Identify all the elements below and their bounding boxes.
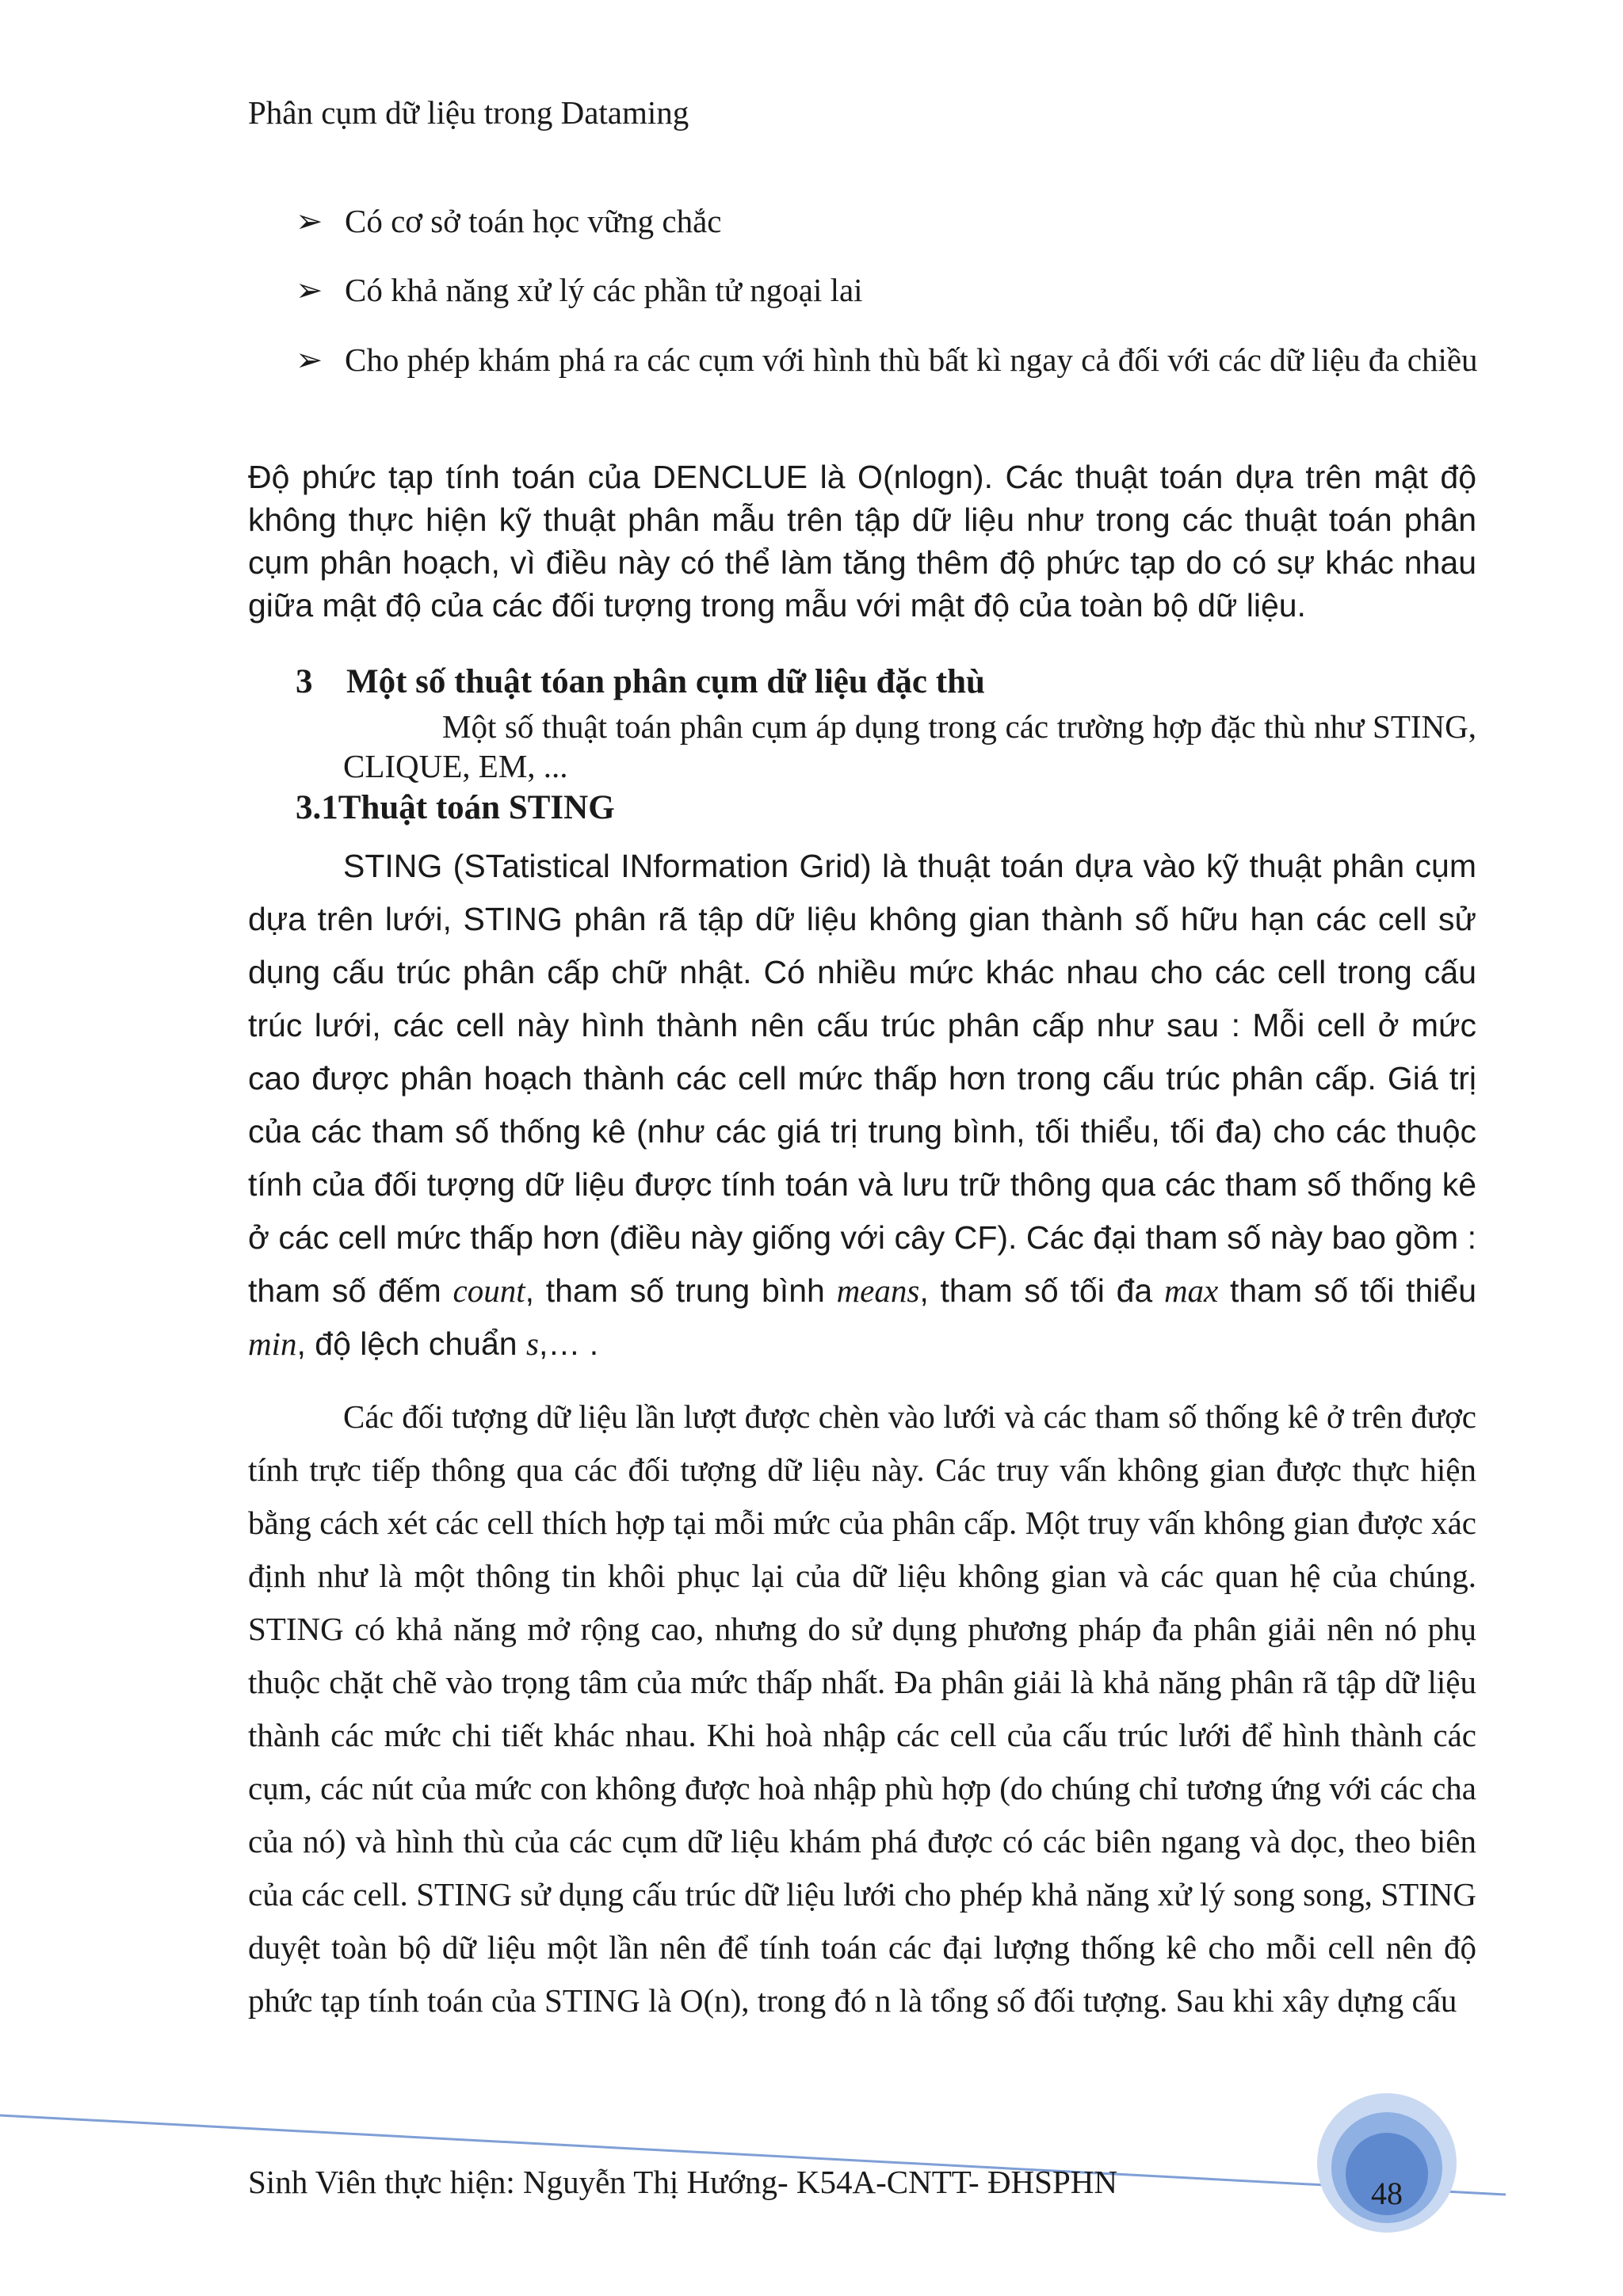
subsection-number: 3.1	[296, 789, 338, 826]
grid-paragraph: Các đối tượng dữ liệu lần lượt được chèn vào lưới và các tham số thống kê ở trên được tính trực tiếp thông qua các đối tượng dữ liệu này. Các truy vấn không gian được thực hiện bằng cách xét các cell thích hợp tại mỗi mức của phân cấp. Một truy vấn không gian được xác định như là một thông tin khôi phục lại của dữ liệu không gian và các quan hệ của chúng. STING có khả năng mở rộng cao, nhưng do sử dụng phương pháp đa phân giải nên nó phụ thuộc chặt chẽ vào trọng tâm của mức thấp nhất. Đa phân giải là khả năng phân rã tập dữ liệu thành các mức chi tiết khác nhau. Khi hoà nhập các cell của cấu trúc lưới để hình thành các cụm, các nút của mức con không được hoà nhập phù hợp (do chúng chỉ tương ứng với các cha của nó) và hình thù của các cụm dữ liệu khám phá được có các biên ngang và dọc, theo biên của các cell. STING sử dụng cấu trúc dữ liệu lưới cho phép khả năng xử lý song song, STING duyệt toàn bộ dữ liệu một lần nên để tính toán các đại lượng thống kê cho mỗi cell nên độ phức tạp tính toán của STING là O(n), trong đó n là tổng số đối tượng. Sau khi xây dựng cấu	[248, 1398, 1476, 2019]
text-run: ,… .	[538, 1325, 599, 1362]
subsection-title: Thuật toán STING	[338, 789, 615, 826]
section-number: 3	[296, 663, 313, 700]
text-run: , tham số trung bình	[525, 1272, 837, 1309]
bullet-text: Cho phép khám phá ra các cụm với hình thù bất kì ngay cả đối với các dữ liệu đa chiều	[345, 341, 1478, 378]
bullet-text: Có cơ sở toán học vững chắc	[345, 203, 722, 239]
term-s: s	[525, 1325, 539, 1362]
page-number-badge	[1316, 2092, 1458, 2234]
footer-author: Sinh Viên thực hiện: Nguyễn Thị Hướng- K54A-CNTT- ĐHSPHN	[248, 2164, 1117, 2200]
term-max: max	[1163, 1272, 1219, 1309]
subsection-heading	[296, 788, 615, 827]
text-run: , tham số tối đa	[919, 1272, 1164, 1309]
section-intro: Một số thuật toán phân cụm áp dụng trong các trường hợp đặc thù như STING, CLIQUE, EM, ...	[343, 708, 1476, 784]
complexity-paragraph: Độ phức tạp tính toán của DENCLUE là O(nlogn). Các thuật toán dựa trên mật độ không thực hiện kỹ thuật phân mẫu trên tập dữ liệu như trong các thuật toán phân cụm phân hoạch, vì điều này có thể làm tăng thêm độ phức tạp do có sự khác nhau giữa mật độ của các đối tượng trong mẫu với mật độ của toàn bộ dữ liệu.	[248, 459, 1476, 624]
text-run: STING (STatistical INformation Grid) là thuật toán dựa vào kỹ thuật phân cụm dựa trên lưới, STING phân rã tập dữ liệu không gian thành số hữu hạn các cell sử dụng cấu trúc phân cấp chữ nhật. Có nhiều mức khác nhau cho các cell trong cấu trúc lưới, các cell này hình thành nên cấu trúc phân cấp như sau : Mỗi cell ở mức cao được phân hoạch thành các cell mức thấp hơn trong cấu trúc phân cấp. Giá trị của các tham số thống kê (như các giá trị trung bình, tối thiểu, tối đa) cho các thuộc tính của đối tượng dữ liệu được tính toán và lưu trữ thông qua các tham số thống kê ở các cell mức thấp hơn (điều này giống với cây CF). Các đại tham số này bao gồm : tham số đếm	[248, 848, 1476, 1309]
page-number: 48	[1371, 2176, 1403, 2211]
arrow-bullet-icon: ➢	[296, 272, 323, 308]
term-min: min	[248, 1325, 297, 1362]
text-run: tham số tối thiểu	[1218, 1272, 1477, 1309]
term-means: means	[836, 1272, 920, 1309]
section-title: Một số thuật tóan phân cụm dữ liệu đặc thù	[346, 663, 985, 700]
text-run: , độ lệch chuẩn	[296, 1325, 526, 1362]
sting-paragraph	[248, 840, 1476, 1371]
bullet-text: Có khả năng xử lý các phần tử ngoại lai	[345, 272, 863, 308]
running-header: Phân cụm dữ liệu trong Dataming	[248, 94, 689, 131]
term-count: count	[453, 1272, 525, 1309]
section-heading	[296, 662, 985, 701]
arrow-bullet-icon: ➢	[296, 203, 323, 239]
arrow-bullet-icon: ➢	[296, 341, 323, 378]
